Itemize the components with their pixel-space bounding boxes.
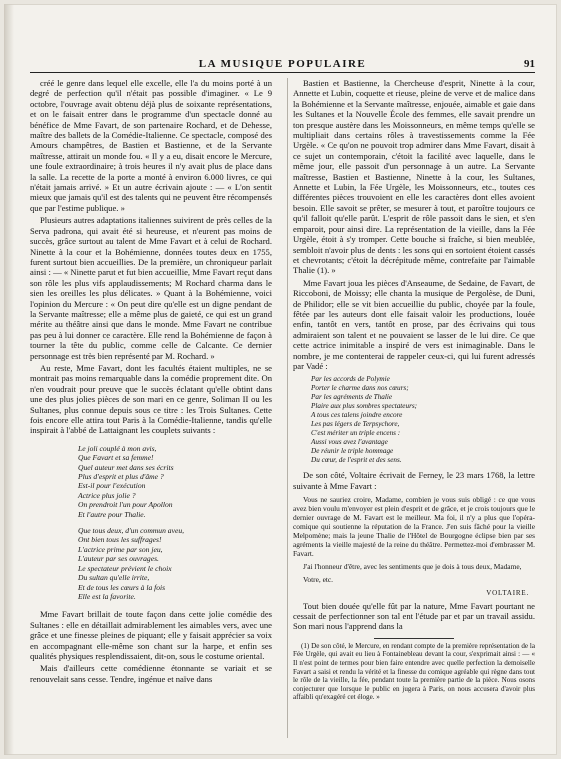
paragraph: Tout bien douée qu'elle fût par la nature, Mme Favart pourtant ne cessait de perfectionner son tal ent l'étude par et par un travail assidu. Son mari nous l'apprend dans la xyxy=(293,600,535,632)
poem-line: Du cœur, de l'esprit et des sens. xyxy=(311,455,402,464)
poem-line: Est-il pour l'exécution xyxy=(78,481,146,491)
poem-line: Que tous deux, d'un commun aveu, xyxy=(78,526,185,536)
poem-stanza-2 xyxy=(78,526,272,601)
voltaire-letter-salutation: J'ai l'honneur d'être, avec les sentiments que je dois à tous deux, Madame, xyxy=(303,562,522,572)
poem-line: Et de tous les cœurs à la fois xyxy=(78,582,166,592)
poem-line: Le joli couplé à mon avis, xyxy=(78,443,157,453)
poem-line: L'actrice prime par son jeu, xyxy=(78,544,163,554)
paragraph: Mme Favart joua les pièces d'Anseaume, de Sedaine, de Favart, de Riccoboni, de Moissy; elle chanta la musique de Pergolèse, de Duni, de Philidor; elle se vit bien accueillie du public, choyée par la foule, fêtée par les auteurs dont elle faisait valoir les productions, louée enfin, tantôt en vers, tantôt en prose, par des écrivains qui tous admiraient son talent et ne pouvaient se lasser de le lui dire. Ce que cette actrice inimitable a inspiré de vers est inimaginable. Dans le nombre, je me contenterai de rappeler ceux-ci, qui lui furent adressés par Vadé : xyxy=(293,277,535,371)
poem-stanza-1 xyxy=(78,444,272,519)
poem-line: Les pas légers de Terpsychore, xyxy=(311,419,400,428)
paragraph: Mais d'ailleurs cette comédienne étonnante se variait et se renouvelait sans cesse. Tendre, ingénue et naïve dans xyxy=(30,663,272,684)
paragraph: Au reste, Mme Favart, dont les facultés étaient multiples, ne se montrait pas moins remarquable dans la comédie proprement dite. On n'en voudrait pour preuve que le succès éclatant qu'elle obtint dans une des plus jolies pièces de son mari en ce genre, Soliman II ou les Sultanes, plus connue depuis sous ce titre : les Trois Sultanes. Cette fois encore elle attira tout Paris à la Comédie-Italienne, tandis qu'elle inspirait à l'abbé de Lattaignant les couplets suivants : xyxy=(30,362,272,436)
poem-line: Par les agréments de Thalie xyxy=(311,393,393,402)
right-column xyxy=(293,78,535,702)
poem-line: Plus d'esprit et plus d'âme ? xyxy=(78,472,164,482)
poem-line: Porter le charme dans nos cœurs; xyxy=(311,384,409,393)
poem-line: Elle est la favorite. xyxy=(78,591,136,601)
paragraph: Plusieurs autres adaptations italiennes suivirent de près celles de la Serva padrona, qui avait été si heureuse, et n'eurent pas moins de succès, grâce surtout au talent de Mme Favart et à celui de Rochard. Ninette à la cour et la Bohémienne, données toutes deux en 1755, furent surtout bien accueillies. De la première, un chroniqueur parlait ainsi : — « Ninette parut et fut bien accueillie, Mme Favart reçut dans son rôle les plus vifs applaudissements; M Rochard charma dans le sien les oreilles les plus délicates. » Quant à la Bohémienne, voici l'opinion du Mercure : « On peut dire qu'elle est un digne pendant de la Servante maîtresse; elle a même plus de gaieté, ce qui est un grand mérite au théâtre ainsi que dans le monde. Mme Favart ne contribue pas peu à lui donner ce caractère. Elle rend la Bohémienne de façon à tourner la tête du public, comme celle de Calcante. Ce dernier personnage est très bien représenté par M. Rochard. » xyxy=(30,215,272,361)
paragraph: Mme Favart brillait de toute façon dans cette jolie comédie des Sultanes : elle en détaillait admirablement les aimables vers, avec une grâce et une finesse pleines de piquant; elle y faisait apprécier sa voix en accompagnant elle-même son chant sur la harpe, et enfin ses qualités physiques resplendissaient, dit-on, sous le costume oriental. xyxy=(30,609,272,661)
poem-line: C'est mériter un triple encens : xyxy=(311,428,401,437)
poem-line: A tous ces talens joindre encore xyxy=(311,411,403,419)
poem-line: Et l'autre pour Thalie. xyxy=(78,509,146,519)
left-column xyxy=(30,78,272,686)
footnote: (1) De son côté, le Mercure, en rendant compte de la première représentation de la Fée Urgèle, qui avait eu lieu à Fontainebleau devant la cour, s'exprimait ainsi : — « Il n'est point de termes pour bien faire entendre avec quelle perfection la demoiselle Favart a saisi et rendu la vérité et la finesse du comique agréable qui règne dans tout le rôle de la vieille, la fée, pendant toute la première partie de la pièce. Nous osons conjecturer que lorsque le public en jugera à Paris, on nous accusera d'avoir plus affaibli qu'exagéré cet éloge. » xyxy=(293,641,535,702)
page-number: 91 xyxy=(524,58,535,70)
poem-line: Que Favart et sa femme! xyxy=(78,453,154,463)
lattaignant-poem xyxy=(78,444,272,602)
column-separator xyxy=(287,78,288,738)
poem-line: De réunir le triple hommage xyxy=(311,446,394,455)
poem-line: Quel auteur met dans ses écrits xyxy=(78,462,174,472)
poem-line: On prendroit l'un pour Apollon xyxy=(78,500,173,510)
poem-line: Aussi vous avez l'avantage xyxy=(311,437,388,446)
paragraph: créé le genre dans lequel elle excelle, elle l'a du moins porté à un degré de perfection qu'il n'était pas possible d'imaginer. « Le 9 octobre, l'ouvrage avait obtenu déjà plus de soixante représentations, et on le faisait entrer dans le programme d'un spectacle donné au bénéfice de Mme Favart, de son partenaire Rochard, et de Dehesse, maître des ballets de la Comédie-Italienne. Ce spectacle, composé des Amours champêtres, de Bastien et Bastienne, et de la Servante maîtresse, attirait un monde fou. « Il y a eu, disait encore le Mercure, une foule extraordinaire; à trois heures il n'y avait plus de place dans la salle. La recette de la porte a monté à environ 6.000 livres, ce qui n'était jamais arrivé. » Et un autre écrivain ajoute : — « L'on sentit mieux que jamais qu'il est des talents qui ne peuvent être récompensés que par l'estime publique. » xyxy=(30,78,272,213)
paragraph: De son côté, Voltaire écrivait de Ferney, le 23 mars 1768, la lettre suivante à Mme Favart : xyxy=(293,470,535,491)
poem-line: Le spectateur prévient le choix xyxy=(78,563,172,573)
letter-closing: Votre, etc. xyxy=(303,575,334,585)
poem-line: Actrice plus jolie ? xyxy=(78,490,136,500)
footnote-rule xyxy=(374,638,454,639)
voltaire-signature: VOLTAIRE. xyxy=(486,589,529,598)
poem-line: Plaire aux plus sombres spectateurs; xyxy=(311,402,418,411)
poem-line: Ont bien tous les suffrages! xyxy=(78,535,162,545)
voltaire-letter: Vous ne sauriez croire, Madame, combien je vous suis obligé : ce que vous avez bien voulu m'envoyer est plein d'esprit et de grâce, et je crois toujours que le dernier ouvrage de M. Favart est le meilleur. Ma foi, il n'y a plus que l'opéra-comique qui soutienne la réputation de la France. J'en suis fâché pour la vieille Melpomène; mais la jeune Thalie de l'Hôtel de Bourgogne éclipse bien par ses agréments la vieille majesté de la reine du théâtre. Permettez-moi d'embrasser M. Favart. xyxy=(293,495,535,559)
poem-line: Par les accords de Polymie xyxy=(311,375,390,384)
page-fold-shadow xyxy=(4,4,14,755)
journal-title: LA MUSIQUE POPULAIRE xyxy=(198,58,367,70)
paragraph: Bastien et Bastienne, la Chercheuse d'esprit, Ninette à la cour, Annette et Lubin, coquette et rieuse, pleine de verve et de malice dans la Bohémienne et la Servante maîtresse, enjouée, aimable et gaie dans les Sultanes et la Nouvelle École des femmes, elle savait prendre un ton presque austère dans les Moissonneurs, en même temps qu'elle se multipliait dans certains rôles à travestissements comme la Fée Urgèle. « Ce qu'on ne pouvoit trop admirer dans Mme Favart, disait à ce sujet un contemporain, c'étoit la facilité avec laquelle, dans le même jour, elle passoit d'un personnage à un autre. La Servante maîtresse, Bastien et Bastienne, Ninette à la cour, les Sultanes, Annette et Lubin, la Fée Urgèle, les Moissonneurs, etc., toutes ces différentes pièces trouvoient en elle les caractères dont elles avoient besoin. Elle savoit se prêter, se mesurer à tout, et paroître toujours ce qu'il falloit qu'elle parût. L'esprit de rôle passoit dans le sien, et s'en emparoit, pour ainsi dire. La représentation de la vieille, dans la Fée Urgèle, étoit à s'y tromper. Cette bouche si fraîche, si bien meublée, sembloit n'avoir plus de dents : les sons qui en sortoient étoient cassés et chevrotants; c'étoit la décrépitude même, contrefaite par l'aimable Thalie (1). » xyxy=(293,78,535,276)
poem-line: L'auteur par ses ouvrages. xyxy=(78,554,159,564)
poem-line: Du sultan qu'elle irrite, xyxy=(78,573,150,583)
running-header xyxy=(30,58,535,73)
vade-poem xyxy=(311,375,535,464)
